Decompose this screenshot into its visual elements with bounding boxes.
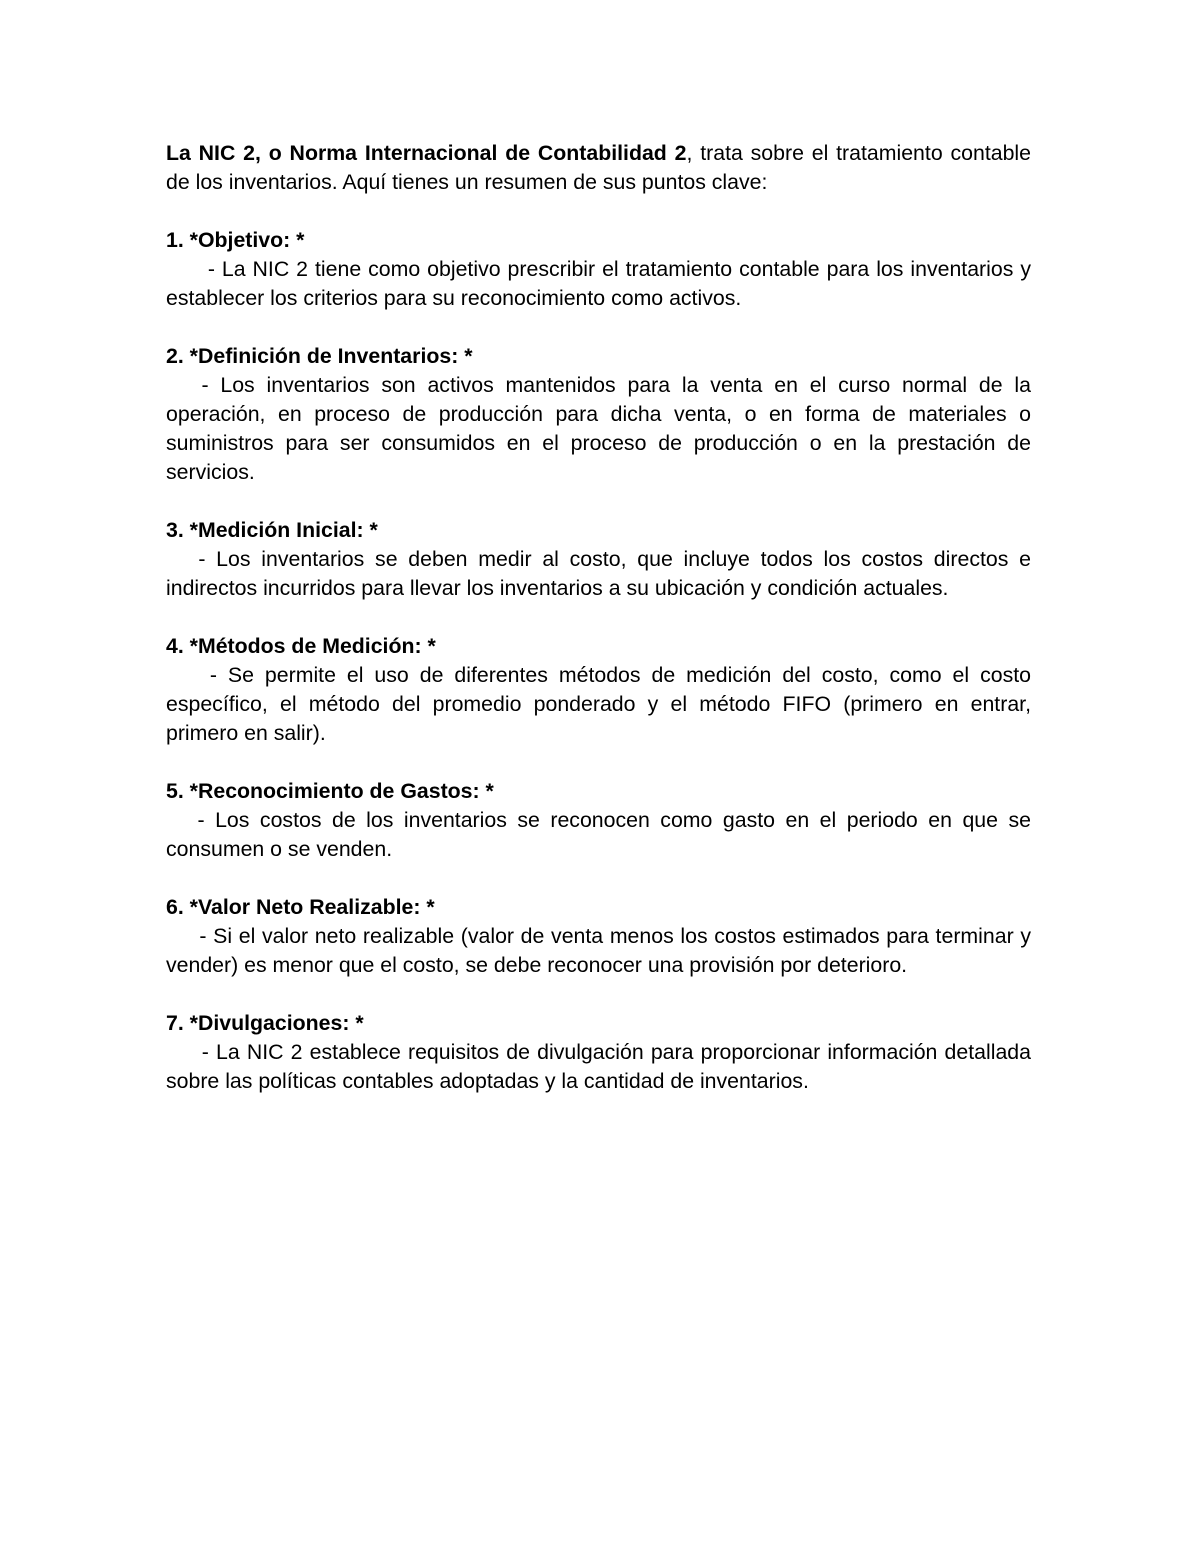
section-body [166,922,1031,980]
section-metodos [166,632,1031,748]
section-indent [166,663,210,687]
section-title: 2. *Definición de Inventarios: * [166,344,473,368]
section-body [166,371,1031,487]
section-body [166,661,1031,748]
section-indent [166,373,201,397]
intro-lead: La NIC 2, o Norma Internacional de Contabilidad 2 [166,141,687,165]
section-text: - Los inventarios son activos mantenidos para la venta en el curso normal de la operación, en proceso de producción para dicha venta, o en forma de materiales o suministros para ser consumidos en el proceso de producción o en la prestación de servicios. [166,373,1031,484]
section-body [166,1038,1031,1096]
section-indent [166,257,208,281]
section-valor-neto [166,893,1031,980]
intro-paragraph [166,139,1031,197]
section-title: 3. *Medición Inicial: * [166,518,378,542]
intro-rest: , trata sobre el tratamiento contable de los inventarios. Aquí tienes un resumen de sus puntos clave: [166,141,1031,194]
section-indent [166,547,198,571]
section-body [166,255,1031,313]
section-text: - Si el valor neto realizable (valor de venta menos los costos estimados para terminar y vender) es menor que el costo, se debe reconocer una provisión por deterioro. [166,924,1031,977]
section-medicion-inicial [166,516,1031,603]
section-body [166,806,1031,864]
section-title: 5. *Reconocimiento de Gastos: * [166,779,494,803]
section-text: - Los costos de los inventarios se reconocen como gasto en el periodo en que se consumen o se venden. [166,808,1031,861]
section-text: - La NIC 2 establece requisitos de divulgación para proporcionar información detallada sobre las políticas contables adoptadas y la cantidad de inventarios. [166,1040,1031,1093]
section-divulgaciones [166,1009,1031,1096]
section-definicion [166,342,1031,487]
section-objetivo [166,226,1031,313]
section-indent [166,924,199,948]
section-title: 6. *Valor Neto Realizable: * [166,895,435,919]
section-reconocimiento [166,777,1031,864]
section-title: 7. *Divulgaciones: * [166,1011,364,1035]
section-title: 4. *Métodos de Medición: * [166,634,436,658]
section-text: - Se permite el uso de diferentes métodos de medición del costo, como el costo específico, el método del promedio ponderado y el método FIFO (primero en entrar, primero en salir). [166,663,1031,745]
section-title: 1. *Objetivo: * [166,228,305,252]
section-indent [166,808,198,832]
section-text: - La NIC 2 tiene como objetivo prescribir el tratamiento contable para los inventarios y establecer los criterios para su reconocimiento como activos. [166,257,1031,310]
section-body [166,545,1031,603]
section-indent [166,1040,202,1064]
section-text: - Los inventarios se deben medir al costo, que incluye todos los costos directos e indirectos incurridos para llevar los inventarios a su ubicación y condición actuales. [166,547,1031,600]
document-content [166,139,1031,1096]
